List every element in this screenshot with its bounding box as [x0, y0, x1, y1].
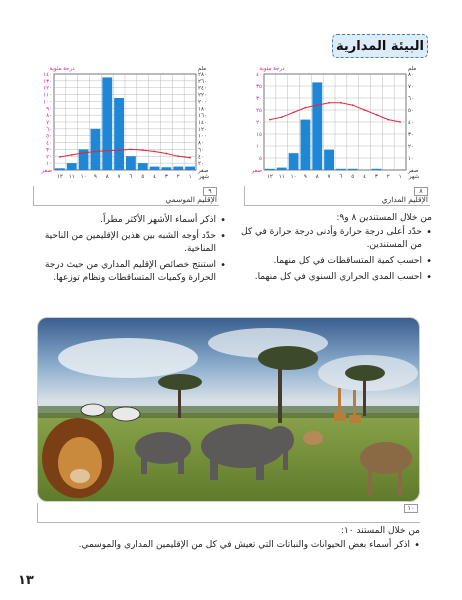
bar — [67, 163, 77, 170]
x-tick-label: ٤ — [363, 174, 367, 180]
y-tick-label-left: ١٠ — [256, 144, 262, 150]
y-tick-label-right: ٢٤٠ — [198, 85, 207, 92]
temperature-point — [376, 114, 378, 116]
temperature-point — [352, 104, 354, 106]
axis-label-x: شهر — [408, 174, 420, 180]
x-tick-label: ٩ — [303, 174, 307, 180]
savanna-illustration — [38, 318, 420, 502]
cloud — [58, 338, 198, 378]
y-tick-label-right: ٤٠ — [198, 154, 204, 161]
lion — [42, 418, 114, 498]
page-number: ١٣ — [18, 573, 34, 588]
y-tick-label-left: ٦٠ — [46, 126, 52, 133]
temperature-point — [305, 107, 307, 109]
y-tick-label-right: ٤٠ — [408, 120, 414, 126]
y-tick-label-right: ٨٠ — [408, 72, 414, 78]
y-tick-label-right: ٢٦٠ — [198, 78, 207, 85]
x-tick-label: ٨ — [315, 174, 319, 180]
temperature-point — [399, 121, 401, 123]
y-tick-label-right: ٢٠ — [408, 144, 414, 150]
x-tick-label: ١ — [398, 174, 402, 180]
y-tick-label-left: ٣٠ — [46, 147, 52, 154]
bar — [289, 153, 299, 170]
y-tick-label-left: ٥ — [259, 156, 262, 162]
figure-label-8 — [244, 186, 430, 206]
temperature-point — [340, 102, 342, 104]
tropical-questions — [236, 212, 432, 287]
y-tick-label-right: ٢٠ — [198, 161, 204, 168]
y-tick-label-right: ٢٢٠ — [198, 92, 207, 99]
bar — [162, 167, 172, 170]
x-tick-label: ٤ — [153, 174, 157, 180]
bar — [138, 163, 148, 170]
temperature-point — [177, 155, 179, 157]
y-tick-label-left: ١٤٠ — [43, 72, 52, 78]
bar — [336, 169, 346, 170]
questions-list — [30, 214, 226, 285]
y-tick-label-right: ٨٠ — [198, 140, 204, 147]
temperature-point — [189, 157, 191, 159]
temperature-point — [364, 109, 366, 111]
monsoon-questions — [30, 214, 226, 288]
x-tick-label: ١٠ — [80, 174, 87, 180]
chart-tropical-svg — [240, 60, 430, 200]
temperature-point — [166, 153, 168, 155]
bar — [126, 156, 136, 170]
x-tick-label: ٨ — [105, 174, 109, 180]
y-tick-label-right: ١٠ — [408, 156, 414, 162]
questions-list — [236, 226, 432, 284]
x-tick-label: ٥ — [141, 174, 145, 180]
bar — [173, 167, 183, 170]
list-item: • احسب المدى الحراري السنوي في كل منهما. — [236, 271, 432, 284]
temperature-point — [328, 102, 330, 104]
y-tick-label-left: ٨٠ — [46, 113, 52, 120]
bar — [91, 129, 101, 170]
bar — [301, 120, 311, 170]
bar — [102, 77, 112, 170]
y-tick-label-right: ٢٨٠ — [198, 72, 207, 78]
x-tick-label: ١١ — [68, 174, 75, 180]
y-tick-label-right: ٦٠ — [198, 147, 204, 154]
bar — [114, 98, 124, 170]
axis-label-right: ملم — [197, 66, 207, 72]
temperature-point — [316, 104, 318, 106]
bar — [348, 169, 358, 170]
x-tick-label: ٦ — [339, 174, 343, 180]
y-tick-label-left: ١٢٠ — [43, 85, 52, 92]
figure-number: ١٠ — [404, 504, 418, 513]
temperature-point — [95, 151, 97, 153]
y-tick-label-right: ٦٠ — [408, 96, 414, 102]
bar — [265, 169, 275, 170]
y-tick-label-right: ٧٠ — [408, 84, 414, 90]
temperature-point — [281, 116, 283, 118]
x-tick-label: ١٢ — [266, 174, 273, 180]
figure-number: ٩ — [203, 187, 217, 196]
x-tick-label: ٦ — [129, 174, 133, 180]
y-tick-label-left: ٣٥ — [256, 84, 262, 90]
y-tick-label-right: ١٦٠ — [198, 113, 207, 120]
y-tick-label-left: ٤٠ — [46, 140, 52, 147]
temperature-point — [83, 152, 85, 154]
x-tick-label: ٣ — [164, 174, 168, 180]
temperature-point — [142, 149, 144, 151]
x-tick-label: ٧ — [327, 174, 331, 180]
y-tick-label-left: صفر — [251, 168, 262, 174]
y-tick-label-left: ١٣٠ — [43, 78, 52, 85]
axis-label-right: ملم — [407, 66, 417, 72]
list-item: • اذكر أسماء الأشهر الأكثر مطراً. — [30, 214, 226, 227]
x-tick-label: ٥ — [351, 174, 355, 180]
y-tick-label-right: صفر — [198, 168, 209, 174]
x-tick-label: ٣ — [374, 174, 378, 180]
bar — [312, 82, 322, 170]
questions-list — [37, 539, 420, 552]
page-title: البيئة المدارية — [332, 34, 428, 58]
list-item: • اذكر أسماء بعض الحيوانات والنباتات التي تعيش في كل من الإقليمين المداري والموسمي. — [37, 539, 420, 552]
temperature-point — [106, 150, 108, 152]
temperature-point — [293, 112, 295, 114]
y-tick-label-left: ٢٠ — [256, 120, 262, 126]
bar — [150, 167, 160, 170]
bar — [55, 168, 65, 170]
figure-caption: الإقليم المداري — [381, 195, 428, 204]
axis-label-x: شهر — [198, 174, 210, 180]
y-tick-label-right: ٣٠ — [408, 132, 414, 138]
x-tick-label: ١ — [188, 174, 192, 180]
y-tick-label-left: ٩٠ — [46, 106, 52, 113]
chart-monsoon-svg — [30, 60, 220, 200]
x-tick-label: ٧ — [117, 174, 121, 180]
list-item: • حدّد أعلى درجة حرارة وأدنى درجة حرارة في كل من المستندين. — [236, 226, 432, 252]
temperature-point — [71, 154, 73, 156]
y-tick-label-right: ١٨٠ — [198, 106, 207, 113]
list-item: • احسب كمية المتساقطات في كل منهما. — [236, 255, 432, 268]
y-tick-label-right: ١٤٠ — [198, 120, 207, 126]
bar — [185, 167, 195, 170]
axis-label-left: درجة مئوية — [49, 66, 75, 72]
figure-label-9 — [33, 186, 219, 206]
savanna-photo — [37, 317, 420, 502]
figure-number: ٨ — [414, 187, 428, 196]
list-item: • استنتج خصائص الإقليم المداري من حيث درجة الحرارة وكميات المتساقطات ونظام توزعها. — [30, 259, 226, 285]
y-tick-label-left: ٥٠ — [46, 133, 52, 140]
x-tick-label: ٢ — [176, 174, 180, 180]
x-tick-label: ٢ — [386, 174, 390, 180]
temperature-point — [154, 151, 156, 153]
figure-caption: الإقليم الموسمي — [165, 195, 217, 204]
questions-lead: من خلال المستند ١٠: — [340, 526, 420, 536]
axis-label-left: درجة مئوية — [259, 66, 285, 72]
figure-label-10 — [37, 503, 420, 523]
y-tick-label-left: ٧٠ — [46, 120, 52, 126]
temperature-point — [118, 149, 120, 151]
questions-lead: من خلال المستندين ٨ و٩: — [336, 213, 432, 223]
y-tick-label-left: ١٠٠ — [43, 99, 52, 106]
chart-monsoon — [30, 60, 220, 200]
x-tick-label: ٩ — [93, 174, 97, 180]
y-tick-label-left: صفر — [41, 168, 52, 174]
photo-questions — [37, 525, 420, 555]
bar — [324, 150, 334, 170]
x-tick-label: ١١ — [278, 174, 285, 180]
list-item: • حدّد أوجه الشبه بين هذين الإقليمين من الناحية المناخية. — [30, 230, 226, 256]
y-tick-label-left: ٢٠ — [46, 154, 52, 161]
y-tick-label-left: ١٠ — [46, 161, 52, 168]
y-tick-label-right: صفر — [408, 168, 419, 174]
y-tick-label-left: ٢٥ — [256, 108, 262, 114]
temperature-point — [387, 119, 389, 121]
chart-tropical — [240, 60, 430, 200]
y-tick-label-left: ١٥ — [256, 132, 262, 138]
bar — [277, 168, 287, 170]
x-tick-label: ١٢ — [56, 174, 63, 180]
temperature-point — [59, 156, 61, 158]
bar — [372, 169, 382, 170]
y-tick-label-right: ١٢٠ — [198, 126, 207, 133]
y-tick-label-right: ١٠٠ — [198, 133, 207, 140]
y-tick-label-right: ٢٠٠ — [198, 99, 207, 106]
temperature-point — [130, 149, 132, 151]
y-tick-label-right: ٥٠ — [408, 108, 414, 114]
y-tick-label-left: ٤٠ — [256, 72, 262, 78]
y-tick-label-left: ٣٠ — [256, 96, 262, 102]
y-tick-label-left: ١١٠ — [43, 92, 52, 99]
x-tick-label: ١٠ — [290, 174, 297, 180]
temperature-point — [269, 119, 271, 121]
